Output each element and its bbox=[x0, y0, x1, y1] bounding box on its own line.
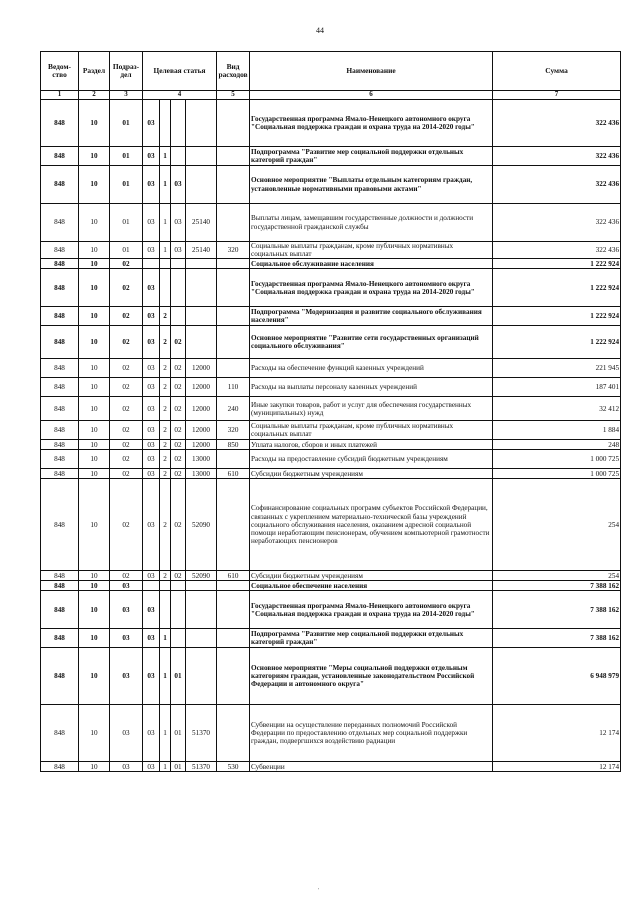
cell-direction: 12000 bbox=[186, 440, 217, 450]
header-number: 4 bbox=[143, 91, 217, 100]
cell-subsection: 03 bbox=[110, 648, 143, 705]
table-row bbox=[41, 762, 621, 772]
table-row bbox=[41, 242, 621, 259]
cell-exp-type bbox=[217, 591, 250, 629]
cell-subprogram: 1 bbox=[160, 762, 171, 772]
cell-direction bbox=[186, 100, 217, 147]
cell-dept: 848 bbox=[41, 204, 79, 242]
cell-event: 02 bbox=[171, 359, 186, 378]
cell-direction bbox=[186, 307, 217, 326]
cell-program: 03 bbox=[143, 359, 160, 378]
cell-subsection: 03 bbox=[110, 591, 143, 629]
table-row bbox=[41, 166, 621, 204]
cell-sum: 322 436 bbox=[493, 204, 621, 242]
cell-name: Выплаты лицам, замещавшим государственные должности и должности государственной гражданской службы bbox=[250, 204, 493, 242]
cell-exp-type: 850 bbox=[217, 440, 250, 450]
cell-subprogram: 1 bbox=[160, 147, 171, 166]
cell-sum: 6 948 979 bbox=[493, 648, 621, 705]
header-number: 2 bbox=[79, 91, 110, 100]
cell-dept: 848 bbox=[41, 591, 79, 629]
table-row bbox=[41, 326, 621, 359]
cell-name: Софинансирование социальных программ субъектов Российской Федерации, связанных с укреплением материально-технической базы учреждений социального обслуживания населения, оказанием адресной социальной помощи неработающим пенсионерам, обучением компьютерной грамотности неработающих пенсионеров bbox=[250, 479, 493, 571]
table-row bbox=[41, 147, 621, 166]
cell-program: 03 bbox=[143, 421, 160, 440]
cell-dept: 848 bbox=[41, 259, 79, 269]
cell-dept: 848 bbox=[41, 359, 79, 378]
cell-program: 03 bbox=[143, 705, 160, 762]
cell-exp-type bbox=[217, 359, 250, 378]
cell-program: 03 bbox=[143, 242, 160, 259]
cell-subprogram: 1 bbox=[160, 629, 171, 648]
header-name: Наименование bbox=[250, 52, 493, 91]
cell-dept: 848 bbox=[41, 450, 79, 469]
cell-section: 10 bbox=[79, 571, 110, 581]
cell-event: 01 bbox=[171, 648, 186, 705]
cell-section: 10 bbox=[79, 705, 110, 762]
cell-dept: 848 bbox=[41, 269, 79, 307]
cell-event: 02 bbox=[171, 440, 186, 450]
cell-sum: 1 222 924 bbox=[493, 269, 621, 307]
cell-name: Социальное обслуживание населения bbox=[250, 259, 493, 269]
cell-sum: 12 174 bbox=[493, 705, 621, 762]
cell-section: 10 bbox=[79, 469, 110, 479]
cell-dept: 848 bbox=[41, 307, 79, 326]
cell-subprogram: 1 bbox=[160, 242, 171, 259]
cell-exp-type bbox=[217, 450, 250, 469]
cell-exp-type: 610 bbox=[217, 469, 250, 479]
cell-subprogram: 2 bbox=[160, 450, 171, 469]
cell-exp-type bbox=[217, 581, 250, 591]
cell-subsection: 03 bbox=[110, 581, 143, 591]
header-sum: Сумма bbox=[493, 52, 621, 91]
cell-section: 10 bbox=[79, 147, 110, 166]
cell-sum: 254 bbox=[493, 571, 621, 581]
table-row bbox=[41, 397, 621, 421]
cell-direction bbox=[186, 326, 217, 359]
cell-subsection: 03 bbox=[110, 705, 143, 762]
cell-event: 03 bbox=[171, 204, 186, 242]
cell-dept: 848 bbox=[41, 421, 79, 440]
table-row bbox=[41, 378, 621, 397]
cell-event: 02 bbox=[171, 450, 186, 469]
cell-subsection: 01 bbox=[110, 100, 143, 147]
cell-subprogram: 2 bbox=[160, 421, 171, 440]
cell-program: 03 bbox=[143, 762, 160, 772]
cell-subsection: 01 bbox=[110, 204, 143, 242]
page-number: 44 bbox=[316, 26, 324, 35]
header-section: Раздел bbox=[79, 52, 110, 91]
cell-subprogram: 2 bbox=[160, 440, 171, 450]
header-target: Целевая статья bbox=[143, 52, 217, 91]
cell-name: Государственная программа Ямало-Ненецкого автономного округа "Социальная поддержка граждан и охрана труда на 2014-2020 годы" bbox=[250, 269, 493, 307]
cell-subprogram: 2 bbox=[160, 307, 171, 326]
cell-subsection: 02 bbox=[110, 571, 143, 581]
cell-exp-type bbox=[217, 479, 250, 571]
cell-section: 10 bbox=[79, 479, 110, 571]
cell-section: 10 bbox=[79, 204, 110, 242]
header-number: 6 bbox=[250, 91, 493, 100]
cell-dept: 848 bbox=[41, 762, 79, 772]
cell-subsection: 01 bbox=[110, 242, 143, 259]
cell-sum: 32 412 bbox=[493, 397, 621, 421]
cell-section: 10 bbox=[79, 359, 110, 378]
cell-direction bbox=[186, 648, 217, 705]
table-row bbox=[41, 204, 621, 242]
cell-section: 10 bbox=[79, 762, 110, 772]
table-row bbox=[41, 581, 621, 591]
cell-name: Иные закупки товаров, работ и услуг для обеспечения государственных (муниципальных) нужд bbox=[250, 397, 493, 421]
cell-subsection: 02 bbox=[110, 397, 143, 421]
cell-section: 10 bbox=[79, 307, 110, 326]
cell-direction bbox=[186, 147, 217, 166]
cell-subprogram: 2 bbox=[160, 378, 171, 397]
cell-subsection: 02 bbox=[110, 450, 143, 469]
table-row bbox=[41, 259, 621, 269]
cell-sum: 1 222 924 bbox=[493, 307, 621, 326]
cell-dept: 848 bbox=[41, 629, 79, 648]
cell-subsection: 02 bbox=[110, 359, 143, 378]
cell-dept: 848 bbox=[41, 479, 79, 571]
cell-direction: 13000 bbox=[186, 469, 217, 479]
cell-exp-type: 110 bbox=[217, 378, 250, 397]
cell-section: 10 bbox=[79, 166, 110, 204]
cell-subsection: 03 bbox=[110, 762, 143, 772]
cell-direction: 13000 bbox=[186, 450, 217, 469]
table-row bbox=[41, 269, 621, 307]
cell-exp-type bbox=[217, 629, 250, 648]
header-number: 1 bbox=[41, 91, 79, 100]
cell-exp-type: 610 bbox=[217, 571, 250, 581]
cell-exp-type: 320 bbox=[217, 242, 250, 259]
cell-sum: 1 884 bbox=[493, 421, 621, 440]
cell-sum: 1 222 924 bbox=[493, 259, 621, 269]
cell-program: 03 bbox=[143, 326, 160, 359]
cell-name: Социальное обеспечение населения bbox=[250, 581, 493, 591]
cell-subprogram: 1 bbox=[160, 705, 171, 762]
cell-program: 03 bbox=[143, 479, 160, 571]
cell-sum: 7 388 162 bbox=[493, 629, 621, 648]
cell-name: Социальные выплаты гражданам, кроме публичных нормативных социальных выплат bbox=[250, 242, 493, 259]
cell-name: Основное мероприятие "Развитие сети государственных организаций социального обслуживания" bbox=[250, 326, 493, 359]
cell-event: 02 bbox=[171, 397, 186, 421]
cell-event: 02 bbox=[171, 479, 186, 571]
cell-dept: 848 bbox=[41, 147, 79, 166]
cell-subprogram: 1 bbox=[160, 648, 171, 705]
cell-dept: 848 bbox=[41, 166, 79, 204]
cell-subsection: 02 bbox=[110, 326, 143, 359]
cell-subprogram: 2 bbox=[160, 469, 171, 479]
cell-sum: 322 436 bbox=[493, 166, 621, 204]
cell-direction: 12000 bbox=[186, 359, 217, 378]
cell-name: Субвенции на осуществление переданных полномочий Российской Федерации по предоставлению отдельных мер социальной поддержки граждан, подвергшихся воздействию радиации bbox=[250, 705, 493, 762]
cell-event: 02 bbox=[171, 378, 186, 397]
table-body bbox=[41, 100, 621, 772]
cell-subsection: 03 bbox=[110, 629, 143, 648]
cell-program: 03 bbox=[143, 450, 160, 469]
cell-subsection: 02 bbox=[110, 440, 143, 450]
cell-name: Основное мероприятие "Меры социальной поддержки отдельным категориям граждан, установленные законодательством Российской Федерации и автономного округа" bbox=[250, 648, 493, 705]
cell-sum: 1 222 924 bbox=[493, 326, 621, 359]
cell-name: Субсидии бюджетным учреждениям bbox=[250, 571, 493, 581]
cell-event: 02 bbox=[171, 421, 186, 440]
header-number: 5 bbox=[217, 91, 250, 100]
cell-subprogram: 2 bbox=[160, 397, 171, 421]
cell-subsection: 02 bbox=[110, 479, 143, 571]
cell-section: 10 bbox=[79, 648, 110, 705]
cell-subsection: 01 bbox=[110, 147, 143, 166]
table-row bbox=[41, 571, 621, 581]
cell-section: 10 bbox=[79, 581, 110, 591]
cell-program: 03 bbox=[143, 469, 160, 479]
cell-subprogram: 2 bbox=[160, 326, 171, 359]
cell-name: Субсидии бюджетным учреждениям bbox=[250, 469, 493, 479]
table-row bbox=[41, 307, 621, 326]
cell-exp-type: 530 bbox=[217, 762, 250, 772]
cell-exp-type bbox=[217, 147, 250, 166]
cell-subsection: 02 bbox=[110, 307, 143, 326]
header-number-row bbox=[41, 91, 621, 100]
cell-event bbox=[171, 581, 186, 591]
cell-direction bbox=[186, 581, 217, 591]
cell-dept: 848 bbox=[41, 100, 79, 147]
cell-direction: 12000 bbox=[186, 421, 217, 440]
cell-sum: 248 bbox=[493, 440, 621, 450]
cell-sum: 12 174 bbox=[493, 762, 621, 772]
cell-exp-type: 320 bbox=[217, 421, 250, 440]
cell-section: 10 bbox=[79, 421, 110, 440]
cell-event: 01 bbox=[171, 762, 186, 772]
cell-sum: 254 bbox=[493, 479, 621, 571]
cell-dept: 848 bbox=[41, 378, 79, 397]
table-row bbox=[41, 450, 621, 469]
cell-direction bbox=[186, 629, 217, 648]
cell-subsection: 02 bbox=[110, 469, 143, 479]
cell-exp-type bbox=[217, 648, 250, 705]
budget-table bbox=[40, 51, 621, 772]
table-row bbox=[41, 479, 621, 571]
cell-name: Расходы на выплаты персоналу казенных учреждений bbox=[250, 378, 493, 397]
cell-name: Основное мероприятие "Выплаты отдельным категориям граждан, установленные нормативными правовыми актами" bbox=[250, 166, 493, 204]
table-row bbox=[41, 421, 621, 440]
cell-name: Подпрограмма "Развитие мер социальной поддержки отдельных категорий граждан" bbox=[250, 629, 493, 648]
cell-direction: 12000 bbox=[186, 397, 217, 421]
cell-event bbox=[171, 100, 186, 147]
cell-dept: 848 bbox=[41, 705, 79, 762]
cell-program: 03 bbox=[143, 440, 160, 450]
header-number: 7 bbox=[493, 91, 621, 100]
cell-program: 03 bbox=[143, 629, 160, 648]
cell-exp-type bbox=[217, 307, 250, 326]
cell-direction bbox=[186, 259, 217, 269]
cell-event bbox=[171, 147, 186, 166]
cell-program: 03 bbox=[143, 397, 160, 421]
cell-dept: 848 bbox=[41, 571, 79, 581]
cell-direction: 12000 bbox=[186, 378, 217, 397]
cell-subprogram: 1 bbox=[160, 166, 171, 204]
cell-sum: 7 388 162 bbox=[493, 581, 621, 591]
cell-exp-type bbox=[217, 166, 250, 204]
cell-program bbox=[143, 259, 160, 269]
cell-program bbox=[143, 581, 160, 591]
cell-section: 10 bbox=[79, 450, 110, 469]
cell-subprogram: 2 bbox=[160, 359, 171, 378]
cell-exp-type bbox=[217, 269, 250, 307]
cell-subsection: 02 bbox=[110, 421, 143, 440]
cell-dept: 848 bbox=[41, 469, 79, 479]
cell-subprogram bbox=[160, 591, 171, 629]
cell-subsection: 02 bbox=[110, 378, 143, 397]
cell-name: Социальные выплаты гражданам, кроме публичных нормативных социальных выплат bbox=[250, 421, 493, 440]
cell-exp-type bbox=[217, 705, 250, 762]
cell-sum: 322 436 bbox=[493, 242, 621, 259]
cell-program: 03 bbox=[143, 378, 160, 397]
cell-program: 03 bbox=[143, 147, 160, 166]
cell-dept: 848 bbox=[41, 242, 79, 259]
cell-section: 10 bbox=[79, 591, 110, 629]
header-number: 3 bbox=[110, 91, 143, 100]
cell-sum: 322 436 bbox=[493, 100, 621, 147]
table-row bbox=[41, 359, 621, 378]
header-subsection: Подраз-дел bbox=[110, 52, 143, 91]
cell-name: Подпрограмма "Модернизация и развитие социального обслуживания населения" bbox=[250, 307, 493, 326]
table-row bbox=[41, 440, 621, 450]
cell-subprogram: 1 bbox=[160, 204, 171, 242]
cell-subprogram: 2 bbox=[160, 479, 171, 571]
cell-name: Субвенции bbox=[250, 762, 493, 772]
cell-name: Расходы на обеспечение функций казенных учреждений bbox=[250, 359, 493, 378]
cell-event: 02 bbox=[171, 326, 186, 359]
cell-exp-type bbox=[217, 100, 250, 147]
cell-program: 03 bbox=[143, 591, 160, 629]
cell-section: 10 bbox=[79, 629, 110, 648]
cell-direction bbox=[186, 166, 217, 204]
cell-subprogram bbox=[160, 269, 171, 307]
cell-exp-type bbox=[217, 259, 250, 269]
cell-name: Государственная программа Ямало-Ненецкого автономного округа "Социальная поддержка граждан и охрана труда на 2014-2020 годы" bbox=[250, 100, 493, 147]
header-dept: Ведом-ство bbox=[41, 52, 79, 91]
cell-program: 03 bbox=[143, 648, 160, 705]
cell-event: 02 bbox=[171, 469, 186, 479]
cell-program: 03 bbox=[143, 204, 160, 242]
cell-sum: 322 436 bbox=[493, 147, 621, 166]
cell-subsection: 02 bbox=[110, 269, 143, 307]
cell-event bbox=[171, 269, 186, 307]
table-row bbox=[41, 100, 621, 147]
cell-subprogram: 2 bbox=[160, 571, 171, 581]
table-row bbox=[41, 469, 621, 479]
cell-sum: 221 945 bbox=[493, 359, 621, 378]
cell-dept: 848 bbox=[41, 581, 79, 591]
table-row bbox=[41, 648, 621, 705]
cell-dept: 848 bbox=[41, 326, 79, 359]
cell-section: 10 bbox=[79, 259, 110, 269]
cell-direction: 52090 bbox=[186, 479, 217, 571]
cell-direction: 51370 bbox=[186, 762, 217, 772]
cell-direction bbox=[186, 269, 217, 307]
cell-direction: 51370 bbox=[186, 705, 217, 762]
cell-program: 03 bbox=[143, 100, 160, 147]
cell-name: Государственная программа Ямало-Ненецкого автономного округа "Социальная поддержка граждан и охрана труда на 2014-2020 годы" bbox=[250, 591, 493, 629]
cell-program: 03 bbox=[143, 307, 160, 326]
cell-event bbox=[171, 307, 186, 326]
cell-section: 10 bbox=[79, 269, 110, 307]
cell-event: 03 bbox=[171, 166, 186, 204]
header-exp-type: Вид расходов bbox=[217, 52, 250, 91]
cell-event: 01 bbox=[171, 705, 186, 762]
cell-event bbox=[171, 591, 186, 629]
cell-name: Уплата налогов, сборов и иных платежей bbox=[250, 440, 493, 450]
cell-event bbox=[171, 629, 186, 648]
cell-sum: 7 388 162 bbox=[493, 591, 621, 629]
cell-exp-type: 240 bbox=[217, 397, 250, 421]
cell-program: 03 bbox=[143, 571, 160, 581]
cell-section: 10 bbox=[79, 378, 110, 397]
cell-direction: 25140 bbox=[186, 242, 217, 259]
cell-dept: 848 bbox=[41, 397, 79, 421]
cell-section: 10 bbox=[79, 100, 110, 147]
scan-mark: ' bbox=[318, 888, 320, 894]
cell-direction: 25140 bbox=[186, 204, 217, 242]
cell-sum: 1 000 725 bbox=[493, 469, 621, 479]
cell-direction: 52090 bbox=[186, 571, 217, 581]
cell-sum: 187 401 bbox=[493, 378, 621, 397]
table-row bbox=[41, 705, 621, 762]
table-row bbox=[41, 591, 621, 629]
cell-program: 03 bbox=[143, 269, 160, 307]
cell-sum: 1 000 725 bbox=[493, 450, 621, 469]
cell-event: 03 bbox=[171, 242, 186, 259]
cell-section: 10 bbox=[79, 440, 110, 450]
cell-name: Подпрограмма "Развитие мер социальной поддержки отдельных категорий граждан" bbox=[250, 147, 493, 166]
cell-direction bbox=[186, 591, 217, 629]
cell-subprogram bbox=[160, 100, 171, 147]
cell-subsection: 01 bbox=[110, 166, 143, 204]
cell-event bbox=[171, 259, 186, 269]
cell-subprogram bbox=[160, 259, 171, 269]
cell-name: Расходы на предоставление субсидий бюджетным учреждениям bbox=[250, 450, 493, 469]
cell-section: 10 bbox=[79, 242, 110, 259]
cell-exp-type bbox=[217, 204, 250, 242]
cell-program: 03 bbox=[143, 166, 160, 204]
cell-exp-type bbox=[217, 326, 250, 359]
cell-section: 10 bbox=[79, 326, 110, 359]
cell-subprogram bbox=[160, 581, 171, 591]
cell-dept: 848 bbox=[41, 648, 79, 705]
cell-subsection: 02 bbox=[110, 259, 143, 269]
header-row bbox=[41, 52, 621, 91]
cell-event: 02 bbox=[171, 571, 186, 581]
table-row bbox=[41, 629, 621, 648]
cell-section: 10 bbox=[79, 397, 110, 421]
cell-dept: 848 bbox=[41, 440, 79, 450]
